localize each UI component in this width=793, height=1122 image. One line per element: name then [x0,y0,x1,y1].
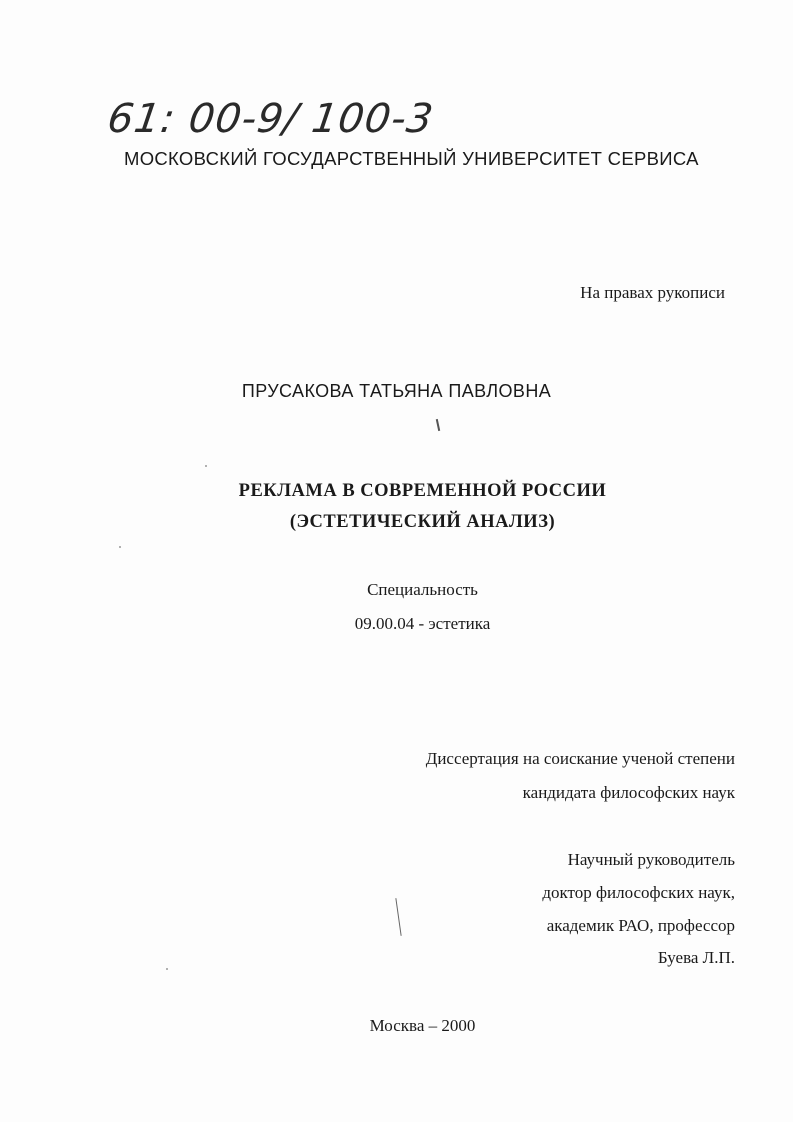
scan-speck [205,465,207,467]
thesis-title-line-1: РЕКЛАМА В СОВРЕМЕННОЙ РОССИИ [238,481,607,501]
scan-speck [166,968,168,970]
specialty-code: 09.00.04 - эстетика [354,614,491,633]
author-name: ПРУСАКОВА ТАТЬЯНА ПАВЛОВНА [241,381,552,401]
supervisor-line-1: Научный руководитель [567,850,735,869]
scan-stroke [395,898,401,936]
rights-note: На правах рукописи [580,283,725,302]
pen-mark [436,419,440,431]
dissertation-line-1: Диссертация на соискание ученой степени [425,749,735,768]
university-name: МОСКОВСКИЙ ГОСУДАРСТВЕННЫЙ УНИВЕРСИТЕТ СЕРВИСА [124,148,699,169]
city-year: Москва – 2000 [369,1016,476,1035]
supervisor-line-4: Буева Л.П. [657,948,735,967]
dissertation-line-2: кандидата философских наук [522,783,735,802]
specialty-label: Специальность [367,580,478,599]
archive-code-handwritten: 61: 00-9/ 100-3 [104,96,437,142]
supervisor-line-2: доктор философских наук, [542,883,735,902]
scan-speck [119,546,121,548]
supervisor-line-3: академик РАО, профессор [546,916,735,935]
thesis-title-line-2: (ЭСТЕТИЧЕСКИЙ АНАЛИЗ) [289,512,556,532]
